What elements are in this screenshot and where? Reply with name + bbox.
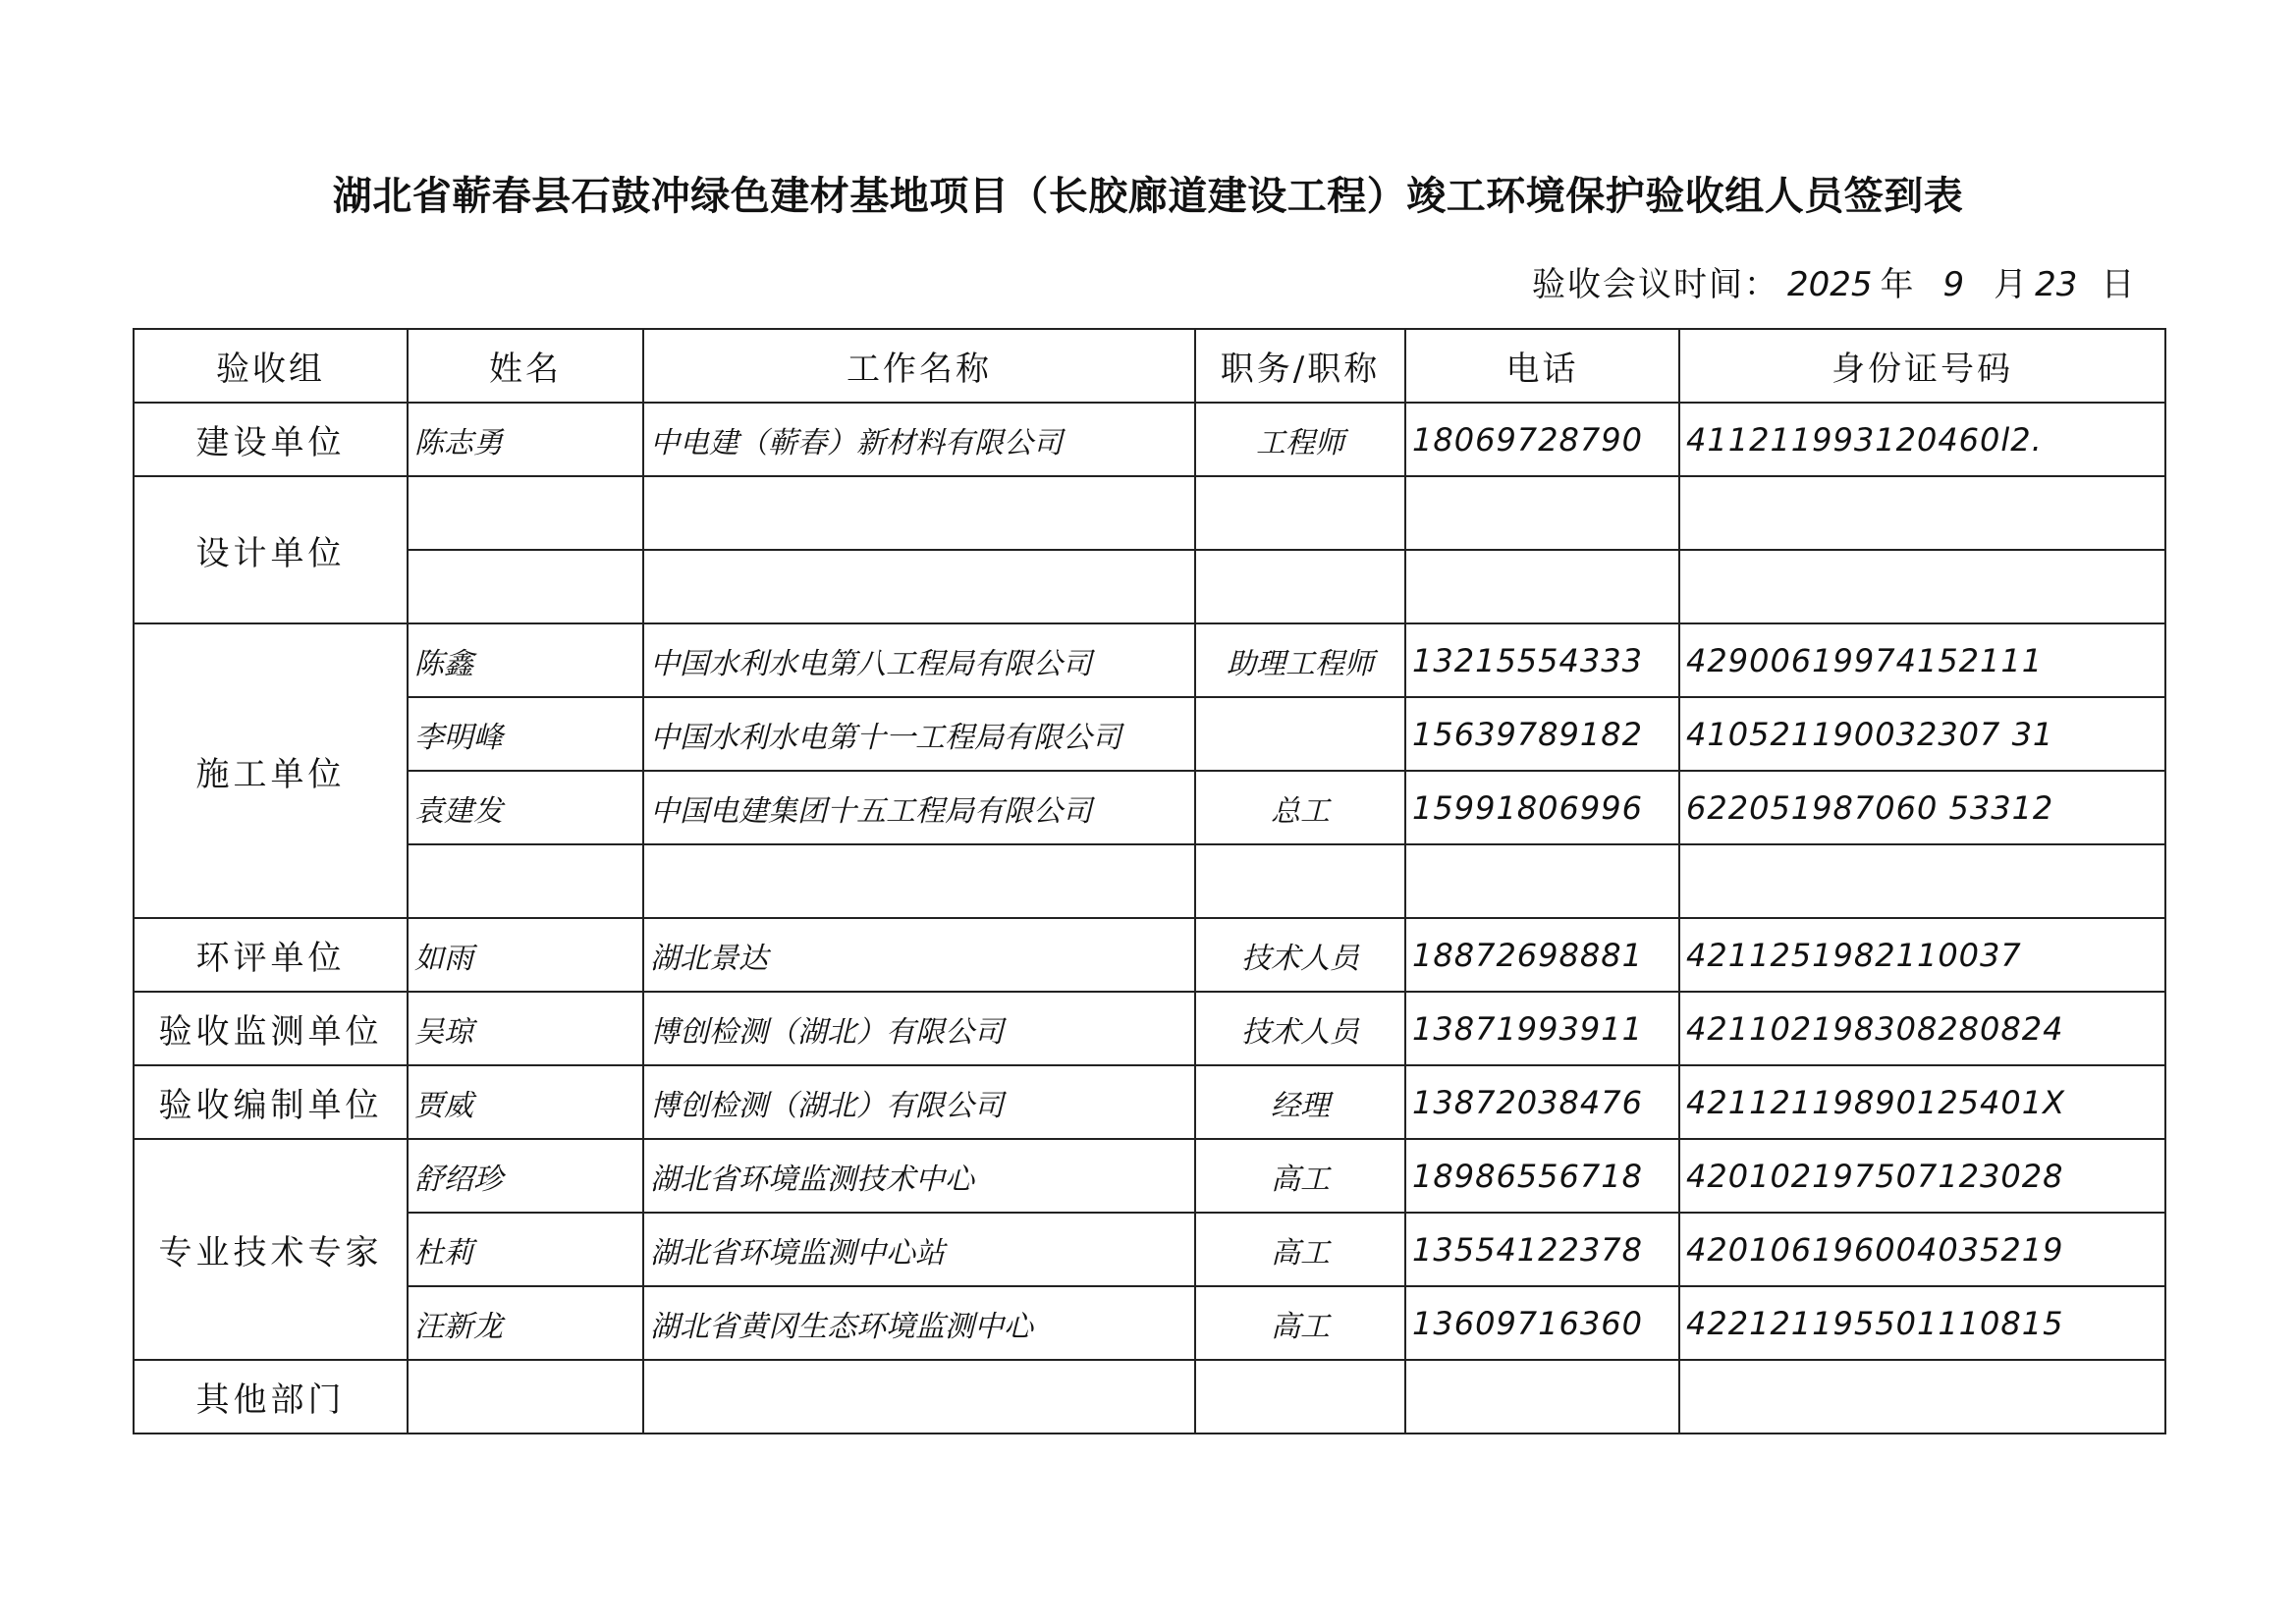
table-row (134, 1139, 2165, 1213)
cell-name (408, 844, 643, 918)
header-title: 职务/职称 (1195, 329, 1405, 403)
cell-phone (1405, 1360, 1679, 1434)
cell-work: 博创检测（湖北）有限公司 (643, 992, 1195, 1065)
cell-work: 中国电建集团十五工程局有限公司 (643, 771, 1195, 844)
cell-phone: 13871993911 (1405, 992, 1679, 1065)
cell-work (643, 476, 1195, 550)
cell-work: 湖北省环境监测技术中心 (643, 1139, 1195, 1213)
cell-id: 420102197507123028 (1679, 1139, 2165, 1213)
table-row (134, 1286, 2165, 1360)
cell-name: 舒绍珍 (408, 1139, 643, 1213)
cell-name (408, 550, 643, 623)
sign-in-table (133, 328, 2166, 1434)
table-row (134, 623, 2165, 697)
cell-name: 李明峰 (408, 697, 643, 771)
cell-name (408, 476, 643, 550)
meeting-day-unit: 日 (2101, 265, 2135, 304)
header-id: 身份证号码 (1679, 329, 2165, 403)
cell-title: 高工 (1195, 1286, 1405, 1360)
meeting-year: 2025 (1787, 265, 1873, 304)
cell-id (1679, 476, 2165, 550)
cell-title (1195, 1360, 1405, 1434)
header-group: 验收组 (134, 329, 408, 403)
cell-name: 吴琼 (408, 992, 643, 1065)
cell-id: 422121195501110815 (1679, 1286, 2165, 1360)
table-body (134, 403, 2165, 1434)
cell-id: 42112119890125401X (1679, 1065, 2165, 1139)
table-row (134, 918, 2165, 992)
cell-work: 湖北景达 (643, 918, 1195, 992)
meeting-date (1532, 257, 2134, 305)
cell-work: 湖北省黄冈生态环境监测中心 (643, 1286, 1195, 1360)
group-label: 设计单位 (134, 476, 408, 623)
cell-phone: 13609716360 (1405, 1286, 1679, 1360)
cell-phone: 15991806996 (1405, 771, 1679, 844)
cell-title: 技术人员 (1195, 992, 1405, 1065)
group-label: 专业技术专家 (134, 1139, 408, 1360)
cell-id (1679, 550, 2165, 623)
group-label: 建设单位 (134, 403, 408, 476)
cell-title: 技术人员 (1195, 918, 1405, 992)
meeting-day: 23 (2035, 265, 2078, 304)
cell-phone (1405, 476, 1679, 550)
cell-id: 410521190032307 31 (1679, 697, 2165, 771)
cell-title: 经理 (1195, 1065, 1405, 1139)
meeting-year-unit: 年 (1880, 265, 1914, 304)
cell-id: 4211251982110037 (1679, 918, 2165, 992)
group-label: 其他部门 (134, 1360, 408, 1434)
cell-work: 中电建（蕲春）新材料有限公司 (643, 403, 1195, 476)
table-row (134, 1360, 2165, 1434)
cell-id (1679, 1360, 2165, 1434)
cell-phone: 18872698881 (1405, 918, 1679, 992)
cell-phone: 15639789182 (1405, 697, 1679, 771)
group-label: 施工单位 (134, 623, 408, 918)
meeting-month-unit: 月 (1994, 265, 2028, 304)
group-label: 环评单位 (134, 918, 408, 992)
group-label: 验收监测单位 (134, 992, 408, 1065)
header-row (134, 329, 2165, 403)
cell-id (1679, 844, 2165, 918)
cell-id: 42900619974152111 (1679, 623, 2165, 697)
cell-name (408, 1360, 643, 1434)
cell-work: 湖北省环境监测中心站 (643, 1213, 1195, 1286)
cell-id: 420106196004035219 (1679, 1213, 2165, 1286)
meeting-month: 9 (1942, 265, 1965, 304)
cell-work: 中国水利水电第八工程局有限公司 (643, 623, 1195, 697)
cell-id: 411211993120460l2. (1679, 403, 2165, 476)
cell-phone: 18986556718 (1405, 1139, 1679, 1213)
table-row (134, 1065, 2165, 1139)
cell-name: 袁建发 (408, 771, 643, 844)
table-row (134, 476, 2165, 550)
cell-title (1195, 550, 1405, 623)
cell-title (1195, 476, 1405, 550)
cell-work: 中国水利水电第十一工程局有限公司 (643, 697, 1195, 771)
cell-title: 助理工程师 (1195, 623, 1405, 697)
table-row (134, 550, 2165, 623)
cell-title (1195, 844, 1405, 918)
cell-title (1195, 697, 1405, 771)
cell-name: 如雨 (408, 918, 643, 992)
cell-id: 421102198308280824 (1679, 992, 2165, 1065)
cell-phone: 13872038476 (1405, 1065, 1679, 1139)
cell-phone: 13554122378 (1405, 1213, 1679, 1286)
cell-name: 陈鑫 (408, 623, 643, 697)
table-row (134, 771, 2165, 844)
cell-work: 博创检测（湖北）有限公司 (643, 1065, 1195, 1139)
cell-name: 杜莉 (408, 1213, 643, 1286)
cell-id: 622051987060 53312 (1679, 771, 2165, 844)
cell-phone: 13215554333 (1405, 623, 1679, 697)
cell-phone (1405, 550, 1679, 623)
table-row (134, 403, 2165, 476)
cell-title: 高工 (1195, 1139, 1405, 1213)
cell-phone (1405, 844, 1679, 918)
cell-title: 总工 (1195, 771, 1405, 844)
header-name: 姓名 (408, 329, 643, 403)
cell-phone: 18069728790 (1405, 403, 1679, 476)
header-work: 工作名称 (643, 329, 1195, 403)
cell-name: 陈志勇 (408, 403, 643, 476)
table-row (134, 844, 2165, 918)
table-row (134, 1213, 2165, 1286)
cell-work (643, 844, 1195, 918)
cell-title: 工程师 (1195, 403, 1405, 476)
cell-name: 贾威 (408, 1065, 643, 1139)
table-row (134, 697, 2165, 771)
cell-name: 汪新龙 (408, 1286, 643, 1360)
cell-work (643, 550, 1195, 623)
document-title: 湖北省蕲春县石鼓冲绿色建材基地项目（长胶廊道建设工程）竣工环境保护验收组人员签到表 (332, 174, 1964, 219)
header-phone: 电话 (1405, 329, 1679, 403)
group-label: 验收编制单位 (134, 1065, 408, 1139)
table-row (134, 992, 2165, 1065)
meeting-date-label: 验收会议时间： (1532, 265, 1779, 304)
cell-title: 高工 (1195, 1213, 1405, 1286)
cell-work (643, 1360, 1195, 1434)
